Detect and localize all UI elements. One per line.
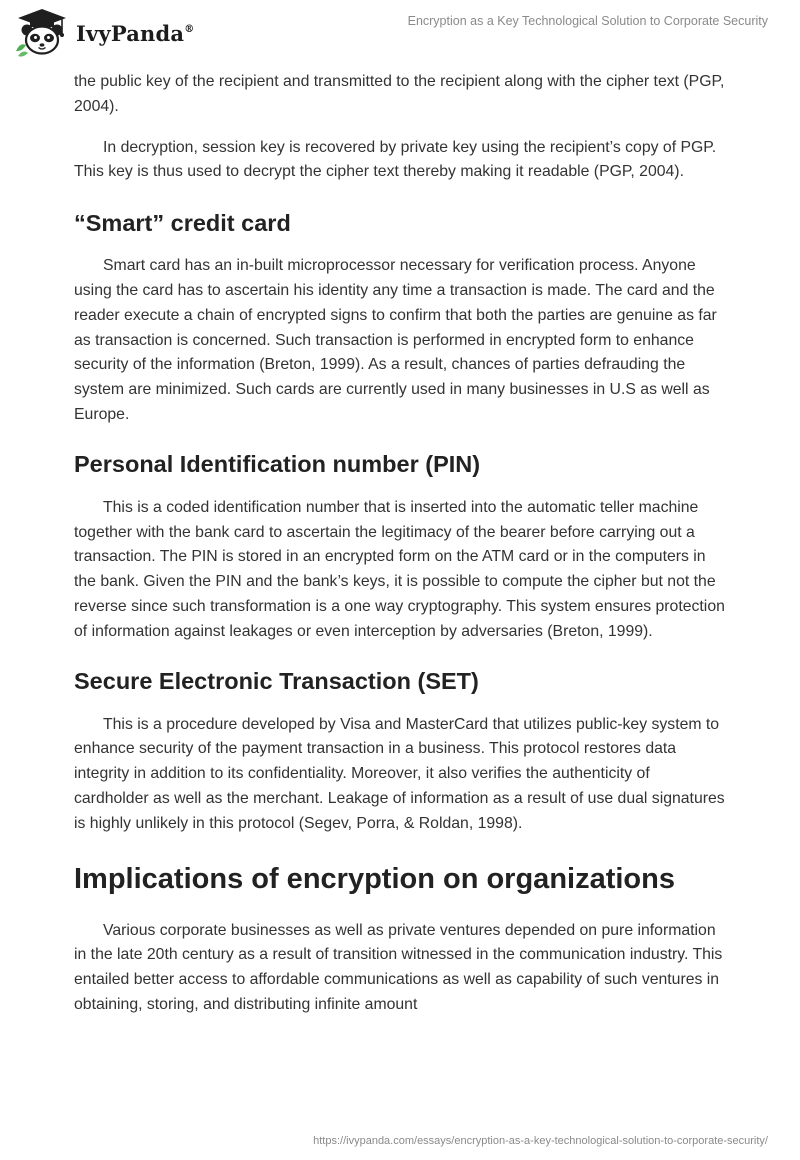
paragraph-implications: Various corporate businesses as well as private ventures depended on pure information in the late 20th century as a result of transition witnessed in the communication industry. This entailed better access to affordable communications as well as capability of such ventures in obtaining, storing, and distributing infinite amount — [74, 921, 723, 1013]
brand-name: IvyPanda® — [76, 21, 195, 46]
panda-graduate-icon — [14, 7, 70, 57]
document-title: Encryption as a Key Technological Solution to Corporate Security — [407, 14, 768, 28]
paragraph-decryption: In decryption, session key is recovered by private key using the recipient’s copy of PGP. This key is thus used to decrypt the cipher text thereby making it readable (PGP, 2004). — [74, 138, 717, 181]
essay-content — [74, 70, 726, 1018]
heading-implications: Implications of encryption on organizations — [74, 862, 675, 895]
brand-logo[interactable] — [14, 7, 214, 57]
page-header — [0, 0, 800, 64]
source-url[interactable]: https://ivypanda.com/essays/encryption-as-a-key-technological-solution-to-corporate-security/ — [313, 1135, 768, 1147]
heading-pin: Personal Identification number (PIN) — [74, 450, 481, 477]
registered-mark: ® — [184, 24, 195, 35]
heading-smart-card: “Smart” credit card — [74, 210, 291, 237]
paragraph-pin: This is a coded identification number that is inserted into the automatic teller machine together with the bank card to ascertain the legitimacy of the bearer before carrying out a transaction. The PIN is stored in an encrypted form on the ATM card or in the computers in the bank. Given the PIN and the bank’s keys, it is possible to compute the cipher but not the reverse since such transformation is a one way cryptography. This system ensures protection of information against leakages or even interception by adversaries (Breton, 1999). — [74, 498, 725, 640]
paragraph-smart-card: Smart card has an in-built microprocessor necessary for verification process. Anyone using the card has to ascertain his identity any time a transaction is made. The card and the reader execute a chain of encrypted signs to confirm that both the parties are genuine as far as transaction is concerned. Such transaction is performed in encrypted form to enhance security of the information (Breton, 1999). As a result, chances of parties defrauding the system are minimized. Such cards are currently used in many businesses in U.S as well as Europe. — [74, 257, 717, 423]
heading-set: Secure Electronic Transaction (SET) — [74, 667, 479, 694]
paragraph-set: This is a procedure developed by Visa and MasterCard that utilizes public-key system to enhance security of the payment transaction in a business. This protocol restores data integrity in addition to its confidentiality. Moreover, it also verifies the authenticity of cardholder as well as the merchant. Leakage of information as a result of use dual signatures is highly unlikely in this protocol (Segev, Porra, & Roldan, 1998). — [74, 715, 725, 832]
paragraph-continued: the public key of the recipient and transmitted to the recipient along with the cipher text (PGP, 2004). — [74, 73, 725, 115]
